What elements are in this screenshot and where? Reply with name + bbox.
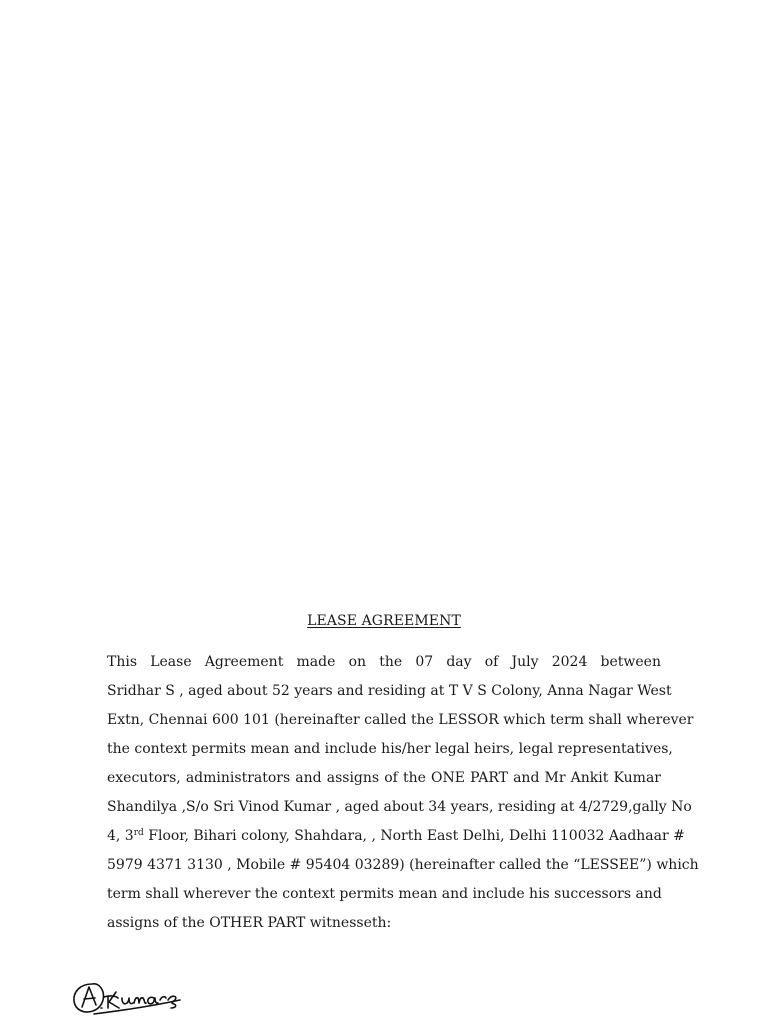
- paragraph-line: Shandilya ,S/o Sri Vinod Kumar , aged about 34 years, residing at 4/2729,gally No: [107, 799, 692, 815]
- lease-preamble-paragraph: [107, 648, 699, 938]
- ordinal-suffix: rd: [133, 828, 144, 838]
- paragraph-line: This Lease Agreement made on the 07 day of July 2024 between: [107, 654, 661, 670]
- paragraph-line: executors, administrators and assigns of the ONE PART and Mr Ankit Kumar: [107, 770, 661, 786]
- paragraph-line: Extn, Chennai 600 101 (hereinafter called the LESSOR which term shall wherever: [107, 712, 694, 728]
- paragraph-line: term shall wherever the context permits mean and include his successors and: [107, 886, 662, 902]
- line-text-after: Floor, Bihari colony, Shahdara, , North East Delhi, Delhi 110032 Aadhaar #: [143, 828, 685, 844]
- paragraph-line: 5979 4371 3130 , Mobile # 95404 03289) (hereinafter called the “LESSEE”) which: [107, 857, 699, 873]
- paragraph-line: [107, 822, 685, 851]
- paragraph-line: Sridhar S , aged about 52 years and residing at T V S Colony, Anna Nagar West: [107, 683, 672, 699]
- handwritten-signature: [70, 974, 186, 1018]
- paragraph-line: assigns of the OTHER PART witnesseth:: [107, 915, 392, 931]
- line-text-before: 4, 3: [107, 828, 134, 844]
- paragraph-line: the context permits mean and include his/her legal heirs, legal representatives,: [107, 741, 673, 757]
- document-title: LEASE AGREEMENT: [307, 613, 461, 629]
